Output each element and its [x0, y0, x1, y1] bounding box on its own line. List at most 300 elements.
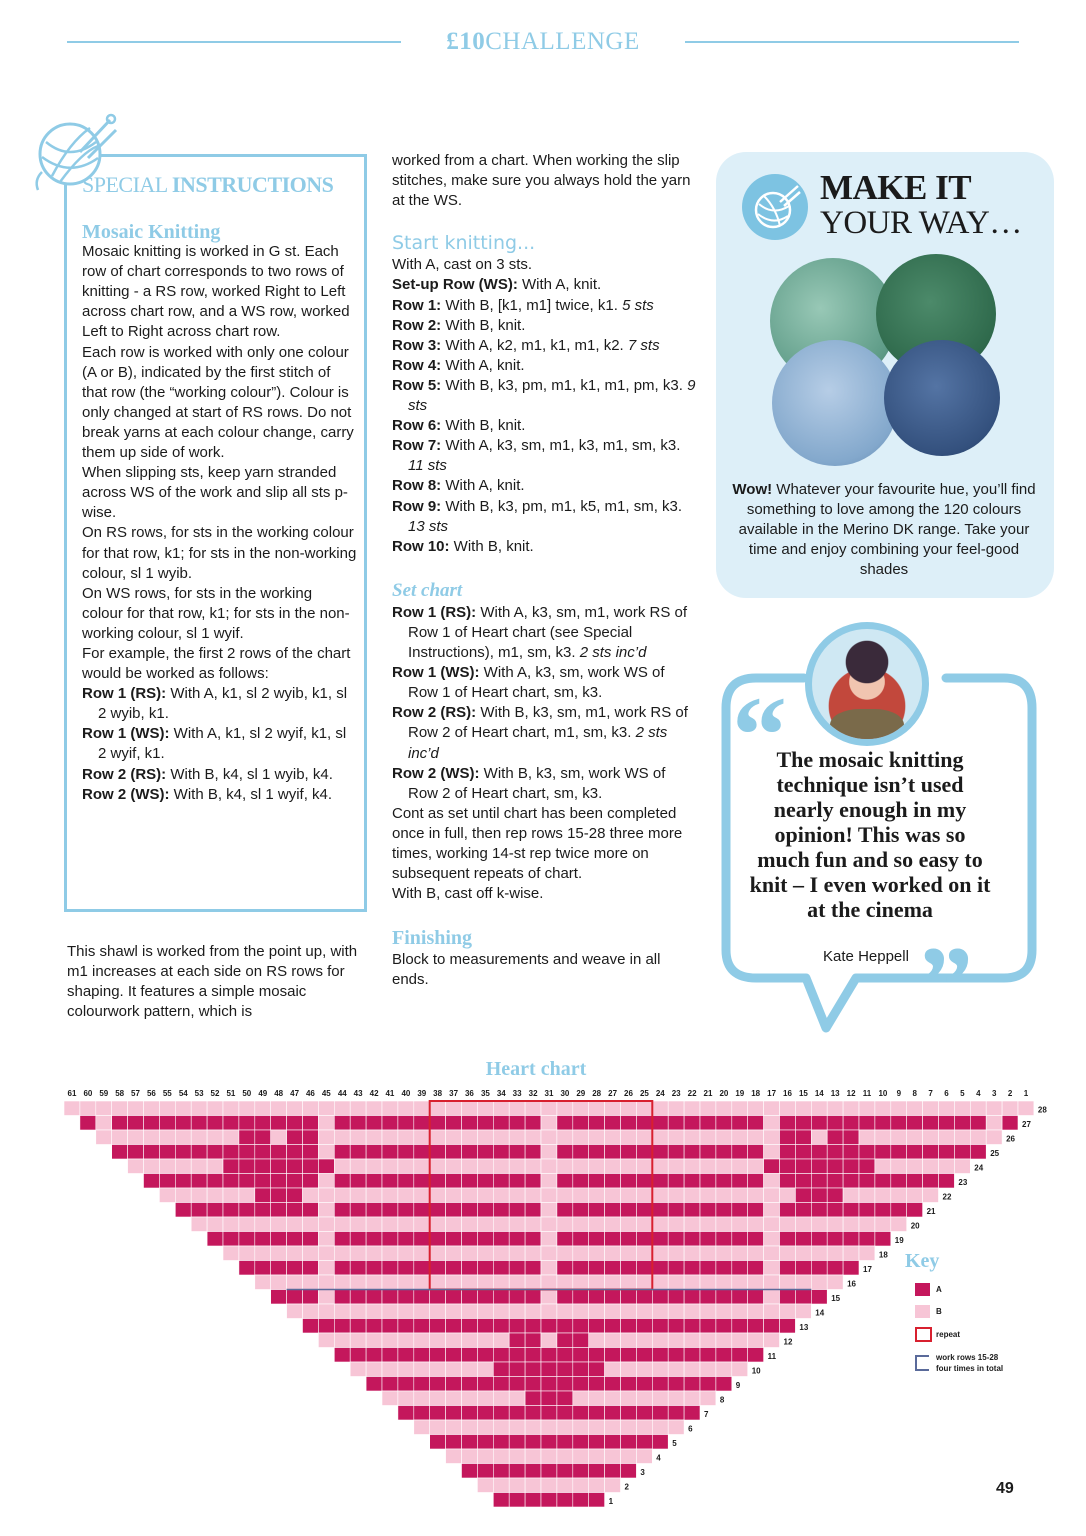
chart-cell	[843, 1116, 859, 1131]
chart-cell	[573, 1493, 589, 1508]
chart-cell	[398, 1203, 414, 1218]
chart-cell	[446, 1203, 462, 1218]
chart-column-number: 50	[242, 1089, 252, 1098]
chart-cell	[557, 1203, 573, 1218]
chart-cell	[732, 1348, 748, 1363]
chart-cell	[541, 1145, 557, 1160]
chart-cell	[573, 1319, 589, 1334]
chart-cell	[732, 1261, 748, 1276]
chart-cell	[668, 1159, 684, 1174]
chart-cell	[477, 1362, 493, 1377]
chart-column-number: 40	[401, 1089, 411, 1098]
chart-cell	[827, 1130, 843, 1145]
chart-cell	[557, 1449, 573, 1464]
chart-cell	[986, 1101, 1002, 1116]
chart-cell	[509, 1333, 525, 1348]
chart-cell	[303, 1232, 319, 1247]
chart-cell	[334, 1145, 350, 1160]
chart-cell	[764, 1217, 780, 1232]
chart-cell	[700, 1362, 716, 1377]
chart-cell	[875, 1203, 891, 1218]
chart-cell	[175, 1174, 191, 1189]
chart-cell	[430, 1188, 446, 1203]
chart-cell	[748, 1261, 764, 1276]
chart-cell	[621, 1217, 637, 1232]
chart-cell	[366, 1319, 382, 1334]
chart-cell	[605, 1145, 621, 1160]
chart-cell	[684, 1174, 700, 1189]
chart-cell	[334, 1246, 350, 1261]
chart-column-number: 58	[115, 1089, 125, 1098]
chart-cell	[732, 1174, 748, 1189]
chart-cell	[605, 1464, 621, 1479]
chart-cell	[398, 1348, 414, 1363]
chart-cell	[430, 1304, 446, 1319]
yarn-ball-badge-icon	[740, 172, 810, 242]
key-label-a: A	[936, 1285, 942, 1294]
chart-cell	[668, 1406, 684, 1421]
chart-cell	[334, 1101, 350, 1116]
chart-cell	[621, 1145, 637, 1160]
chart-cell	[843, 1246, 859, 1261]
chart-cell	[732, 1217, 748, 1232]
chart-cell	[636, 1246, 652, 1261]
chart-cell	[923, 1159, 939, 1174]
chart-cell	[716, 1377, 732, 1392]
chart-cell	[732, 1290, 748, 1305]
chart-cell	[287, 1101, 303, 1116]
chart-cell	[207, 1116, 223, 1131]
chart-cell	[525, 1304, 541, 1319]
chart-column-number: 6	[944, 1089, 949, 1098]
chart-cell	[382, 1246, 398, 1261]
chart-cell	[80, 1116, 96, 1131]
chart-cell	[764, 1116, 780, 1131]
chart-row-number: 2	[624, 1482, 629, 1492]
chart-cell	[923, 1116, 939, 1131]
chart-cell	[414, 1420, 430, 1435]
chart-cell	[287, 1145, 303, 1160]
chart-row-number: 12	[783, 1337, 793, 1347]
chart-cell	[795, 1130, 811, 1145]
chart-cell	[700, 1348, 716, 1363]
chart-cell	[462, 1246, 478, 1261]
chart-cell	[795, 1246, 811, 1261]
chart-cell	[780, 1159, 796, 1174]
chart-column-number: 54	[178, 1089, 188, 1098]
chart-cell	[159, 1101, 175, 1116]
chart-cell	[811, 1159, 827, 1174]
chart-cell	[446, 1130, 462, 1145]
chart-cell	[493, 1377, 509, 1392]
chart-cell	[525, 1116, 541, 1131]
pattern-row: Row 7: With A, k3, sm, m1, k3, m1, sm, k3. 11 sts	[392, 437, 681, 475]
chart-cell	[557, 1130, 573, 1145]
chart-cell	[636, 1145, 652, 1160]
chart-title: Heart chart	[485, 1058, 587, 1080]
chart-cell	[112, 1116, 128, 1131]
chart-cell	[255, 1116, 271, 1131]
chart-cell	[589, 1159, 605, 1174]
chart-cell	[573, 1435, 589, 1450]
chart-cell	[398, 1377, 414, 1392]
chart-cell	[493, 1435, 509, 1450]
chart-row-number: 14	[815, 1308, 825, 1318]
chart-cell	[493, 1449, 509, 1464]
chart-column-number: 15	[798, 1089, 808, 1098]
chart-cell	[366, 1290, 382, 1305]
chart-cell	[446, 1232, 462, 1247]
chart-cell	[732, 1203, 748, 1218]
chart-cell	[303, 1145, 319, 1160]
pattern-row: Row 4: With A, knit.	[392, 356, 525, 374]
chart-row: Row 1 (RS): With A, k3, sm, m1, work RS of Row 1 of Heart chart (see Special Instructions), m1, sm, k3. 2 sts inc’d	[392, 603, 688, 662]
chart-cell	[827, 1116, 843, 1131]
chart-column-number: 13	[830, 1089, 840, 1098]
chart-cell	[287, 1246, 303, 1261]
chart-cell	[843, 1130, 859, 1145]
chart-cell	[382, 1116, 398, 1131]
chart-cell	[446, 1275, 462, 1290]
chart-cell	[827, 1188, 843, 1203]
chart-cell	[652, 1290, 668, 1305]
chart-cell	[509, 1420, 525, 1435]
pattern-row: Row 10: With B, knit.	[392, 537, 534, 555]
chart-cell	[509, 1261, 525, 1276]
chart-cell	[287, 1174, 303, 1189]
chart-cell	[986, 1130, 1002, 1145]
chart-cell	[636, 1101, 652, 1116]
chart-cell	[398, 1406, 414, 1421]
chart-cell	[303, 1275, 319, 1290]
chart-cell	[223, 1232, 239, 1247]
chart-cell	[621, 1290, 637, 1305]
chart-cell	[970, 1130, 986, 1145]
chart-cell	[255, 1145, 271, 1160]
chart-cell	[939, 1145, 955, 1160]
chart-cell	[96, 1101, 112, 1116]
chart-cell	[780, 1188, 796, 1203]
mosaic-knitting-heading: Mosaic Knitting	[82, 221, 221, 243]
chart-cell	[477, 1261, 493, 1276]
chart-cell	[541, 1232, 557, 1247]
chart-cell	[605, 1391, 621, 1406]
key-label-repeat: repeat	[936, 1330, 961, 1339]
chart-column-number: 7	[928, 1089, 933, 1098]
chart-cell	[621, 1377, 637, 1392]
chart-cell	[636, 1449, 652, 1464]
chart-cell	[223, 1217, 239, 1232]
chart-cell	[207, 1145, 223, 1160]
chart-cell	[764, 1101, 780, 1116]
chart-cell	[80, 1101, 96, 1116]
chart-cell	[605, 1435, 621, 1450]
chart-cell	[541, 1319, 557, 1334]
chart-cell	[636, 1420, 652, 1435]
chart-cell	[764, 1261, 780, 1276]
chart-cell	[382, 1304, 398, 1319]
key-label-times: four times in total	[936, 1364, 1004, 1373]
pattern-row: Row 8: With A, knit.	[392, 477, 525, 495]
chart-cell	[780, 1130, 796, 1145]
chart-cell	[541, 1449, 557, 1464]
chart-cell	[493, 1362, 509, 1377]
chart-cell	[621, 1232, 637, 1247]
chart-cell	[636, 1232, 652, 1247]
special-para: When slipping sts, keep yarn stranded across WS of the work and slip all sts p-wise.	[82, 464, 348, 522]
chart-cell	[923, 1130, 939, 1145]
open-quote-icon: “	[732, 674, 787, 796]
chart-cell	[159, 1174, 175, 1189]
chart-cell	[923, 1145, 939, 1160]
chart-cell	[716, 1145, 732, 1160]
chart-cell	[366, 1203, 382, 1218]
chart-cell	[541, 1203, 557, 1218]
chart-cell	[398, 1246, 414, 1261]
chart-cell	[96, 1116, 112, 1131]
chart-row: Row 2 (RS): With B, k3, sm, m1, work RS of Row 2 of Heart chart, m1, sm, k3. 2 sts inc’d	[392, 704, 688, 762]
special-para: On WS rows, for sts in the working colour for that row, k1; for sts in the non-working colour, sl 1 wyif.	[82, 584, 350, 642]
chart-column-number: 17	[767, 1089, 777, 1098]
chart-cell	[589, 1478, 605, 1493]
continue-text: Cont as set until chart has been completed once in full, then rep rows 15-28 three more times, working 14-st rep twice more on subsequent repeats of chart.	[392, 804, 683, 883]
chart-cell	[716, 1188, 732, 1203]
chart-cell	[843, 1217, 859, 1232]
chart-cell	[573, 1145, 589, 1160]
chart-cell	[271, 1246, 287, 1261]
chart-cell	[605, 1304, 621, 1319]
chart-cell	[652, 1304, 668, 1319]
chart-cell	[652, 1101, 668, 1116]
chart-cell	[859, 1217, 875, 1232]
make-it-title: MAKE IT YOUR WAY…	[820, 168, 1022, 241]
chart-cell	[303, 1116, 319, 1131]
chart-cell	[509, 1478, 525, 1493]
chart-cell	[764, 1290, 780, 1305]
chart-cell	[239, 1130, 255, 1145]
special-para: Each row is worked with only one colour (A or B), indicated by the first stitch of that row (the “working colour”). Colour is only changed at start of RS rows. Do not break yarns at each colour change, carry them up side of work.	[82, 343, 354, 462]
chart-cell	[636, 1406, 652, 1421]
chart-cell	[128, 1116, 144, 1131]
chart-cell	[795, 1101, 811, 1116]
chart-cell	[859, 1101, 875, 1116]
chart-cell	[716, 1290, 732, 1305]
chart-cell	[780, 1174, 796, 1189]
chart-row-number: 21	[926, 1207, 936, 1216]
chart-cell	[621, 1174, 637, 1189]
chart-cell	[128, 1159, 144, 1174]
chart-cell	[287, 1188, 303, 1203]
chart-cell	[239, 1232, 255, 1247]
chart-cell	[795, 1159, 811, 1174]
chart-column-number: 59	[99, 1089, 109, 1098]
key-swatch-line	[915, 1355, 929, 1371]
chart-cell	[605, 1203, 621, 1218]
chart-cell	[557, 1420, 573, 1435]
chart-cell	[477, 1435, 493, 1450]
chart-cell	[986, 1116, 1002, 1131]
chart-cell	[318, 1304, 334, 1319]
chart-cell	[414, 1333, 430, 1348]
chart-cell	[303, 1159, 319, 1174]
chart-cell	[493, 1406, 509, 1421]
chart-row-number: 7	[704, 1410, 709, 1419]
chart-cell	[589, 1435, 605, 1450]
chart-cell	[827, 1159, 843, 1174]
chart-cell	[255, 1275, 271, 1290]
chart-cell	[159, 1116, 175, 1131]
chart-row-number: 25	[990, 1149, 1000, 1158]
chart-cell	[700, 1304, 716, 1319]
chart-cell	[621, 1275, 637, 1290]
chart-cell	[652, 1232, 668, 1247]
chart-cell	[700, 1159, 716, 1174]
chart-cell	[525, 1101, 541, 1116]
chart-cell	[144, 1159, 160, 1174]
chart-cell	[493, 1275, 509, 1290]
chart-cell	[939, 1174, 955, 1189]
chart-cell	[493, 1203, 509, 1218]
chart-column-number: 10	[878, 1089, 888, 1098]
chart-row-number: 26	[1006, 1134, 1016, 1144]
chart-cell	[366, 1304, 382, 1319]
chart-cell	[430, 1174, 446, 1189]
chart-cell	[525, 1145, 541, 1160]
chart-cell	[493, 1130, 509, 1145]
chart-cell	[509, 1275, 525, 1290]
chart-row-number: 22	[942, 1192, 952, 1202]
chart-cell	[811, 1232, 827, 1247]
chart-column-number: 46	[305, 1089, 315, 1098]
chart-cell	[780, 1319, 796, 1334]
chart-cell	[557, 1101, 573, 1116]
chart-cell	[318, 1232, 334, 1247]
chart-cell	[891, 1159, 907, 1174]
chart-cell	[414, 1101, 430, 1116]
chart-cell	[477, 1232, 493, 1247]
chart-cell	[589, 1406, 605, 1421]
chart-row: Row 1 (WS): With A, k3, sm, work WS of Row 1 of Heart chart, sm, k3.	[392, 664, 665, 702]
chart-cell	[716, 1232, 732, 1247]
chart-column-number: 23	[671, 1089, 681, 1098]
chart-cell	[382, 1217, 398, 1232]
chart-cell	[430, 1217, 446, 1232]
chart-cell	[573, 1203, 589, 1218]
chart-cell	[668, 1203, 684, 1218]
chart-cell	[684, 1203, 700, 1218]
chart-cell	[780, 1290, 796, 1305]
chart-cell	[700, 1116, 716, 1131]
chart-cell	[748, 1188, 764, 1203]
chart-cell	[589, 1145, 605, 1160]
chart-cell	[462, 1391, 478, 1406]
chart-cell	[748, 1217, 764, 1232]
chart-cell	[605, 1319, 621, 1334]
chart-cell	[557, 1319, 573, 1334]
chart-cell	[398, 1217, 414, 1232]
chart-cell	[573, 1420, 589, 1435]
chart-cell	[318, 1188, 334, 1203]
chart-cell	[621, 1449, 637, 1464]
chart-cell	[398, 1362, 414, 1377]
chart-cell	[414, 1377, 430, 1392]
chart-cell	[795, 1232, 811, 1247]
chart-cell	[970, 1145, 986, 1160]
chart-cell	[621, 1362, 637, 1377]
chart-cell	[621, 1116, 637, 1131]
chart-cell	[541, 1391, 557, 1406]
chart-cell	[207, 1217, 223, 1232]
chart-cell	[159, 1130, 175, 1145]
chart-cell	[557, 1377, 573, 1392]
chart-cell	[318, 1275, 334, 1290]
chart-cell	[573, 1232, 589, 1247]
chart-cell	[398, 1304, 414, 1319]
chart-cell	[366, 1188, 382, 1203]
chart-cell	[318, 1130, 334, 1145]
chart-cell	[303, 1174, 319, 1189]
cast-off-text: With B, cast off k-wise.	[392, 885, 544, 903]
chart-cell	[414, 1348, 430, 1363]
chart-cell	[430, 1333, 446, 1348]
chart-cell	[668, 1290, 684, 1305]
chart-cell	[557, 1174, 573, 1189]
chart-cell	[827, 1174, 843, 1189]
chart-cell	[223, 1174, 239, 1189]
chart-cell	[509, 1319, 525, 1334]
chart-column-number: 43	[353, 1089, 363, 1098]
chart-cell	[668, 1304, 684, 1319]
chart-cell	[477, 1478, 493, 1493]
key-swatch-a	[915, 1283, 930, 1296]
chart-cell	[271, 1145, 287, 1160]
chart-cell	[668, 1130, 684, 1145]
chart-cell	[414, 1362, 430, 1377]
chart-cell	[382, 1391, 398, 1406]
chart-cell	[748, 1333, 764, 1348]
chart-cell	[684, 1159, 700, 1174]
chart-cell	[493, 1217, 509, 1232]
chart-cell	[891, 1101, 907, 1116]
chart-cell	[446, 1246, 462, 1261]
chart-cell	[477, 1449, 493, 1464]
chart-cell	[398, 1261, 414, 1276]
chart-cell	[255, 1217, 271, 1232]
chart-column-number: 28	[592, 1089, 602, 1098]
chart-cell	[446, 1174, 462, 1189]
chart-cell	[891, 1203, 907, 1218]
chart-cell	[716, 1319, 732, 1334]
chart-cell	[621, 1188, 637, 1203]
chart-cell	[255, 1130, 271, 1145]
chart-cell	[557, 1232, 573, 1247]
chart-cell	[700, 1203, 716, 1218]
key-label-rows: work rows 15-28	[936, 1353, 999, 1362]
chart-cell	[477, 1159, 493, 1174]
chart-cell	[271, 1261, 287, 1276]
chart-cell	[509, 1116, 525, 1131]
chart-cell	[684, 1188, 700, 1203]
chart-cell	[780, 1145, 796, 1160]
chart-cell	[621, 1406, 637, 1421]
chart-cell	[684, 1406, 700, 1421]
chart-cell	[557, 1348, 573, 1363]
chart-column-number: 52	[210, 1089, 220, 1098]
chart-cell	[668, 1232, 684, 1247]
chart-cell	[541, 1377, 557, 1392]
chart-cell	[843, 1203, 859, 1218]
chart-cell	[414, 1391, 430, 1406]
